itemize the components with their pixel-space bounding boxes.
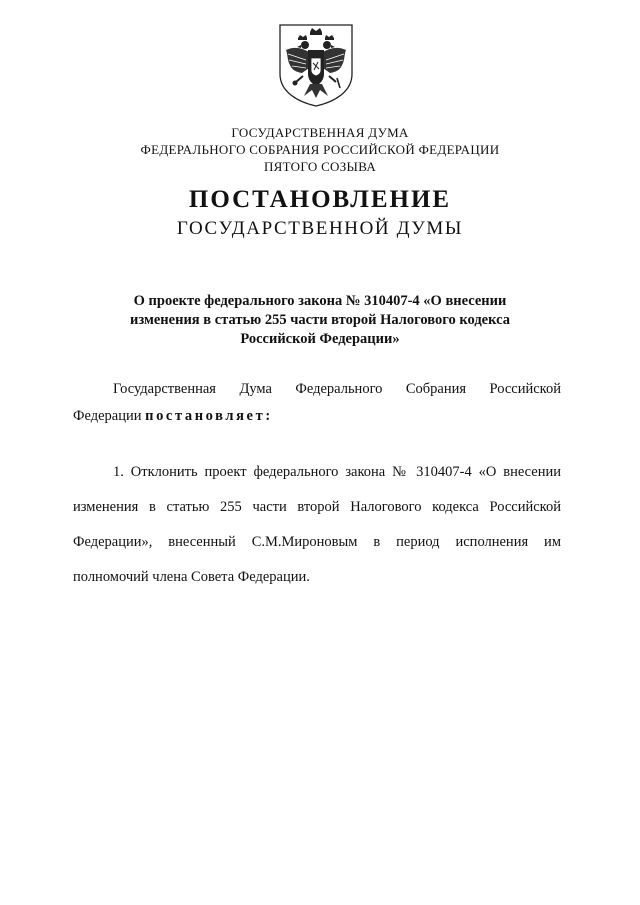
item-1-line-4: полномочий члена Совета Федерации. bbox=[73, 569, 310, 585]
subject-line-1: О проекте федерального закона № 310407-4 «О внесении bbox=[133, 293, 507, 309]
preamble-line-2-start: Федерации bbox=[73, 408, 146, 424]
item-1-paragraph bbox=[73, 455, 561, 595]
subject-line-2: изменения в статью 255 части второй Налогового кодекса bbox=[130, 312, 510, 328]
item-1-line-2: изменения в статью 255 части второй Налогового кодекса Российской bbox=[73, 499, 561, 515]
item-1-line-3: Федерации», внесенный С.М.Мироновым в период исполнения им bbox=[73, 534, 561, 550]
institution-header bbox=[0, 124, 640, 175]
decree-word: постановляет: bbox=[145, 408, 273, 424]
header-line-2: ФЕДЕРАЛЬНОГО СОБРАНИЯ РОССИЙСКОЙ ФЕДЕРАЦИИ bbox=[140, 142, 500, 157]
document-title: ПОСТАНОВЛЕНИЕ bbox=[188, 186, 452, 213]
document-subtitle: ГОСУДАРСТВЕННОЙ ДУМЫ bbox=[176, 218, 464, 239]
subject-line-3: Российской Федерации» bbox=[240, 331, 400, 347]
preamble-line-1: Государственная Дума Федерального Собрания Российской bbox=[113, 381, 561, 397]
preamble-paragraph bbox=[73, 376, 561, 430]
item-1-line-1: 1. Отклонить проект федерального закона № 310407-4 «О внесении bbox=[113, 464, 561, 480]
preamble-line-2 bbox=[73, 403, 561, 430]
header-line-3: ПЯТОГО СОЗЫВА bbox=[263, 159, 377, 174]
header-line-1: ГОСУДАРСТВЕННАЯ ДУМА bbox=[231, 125, 409, 140]
resolution-subject bbox=[110, 292, 530, 349]
coat-of-arms-icon bbox=[276, 22, 356, 108]
